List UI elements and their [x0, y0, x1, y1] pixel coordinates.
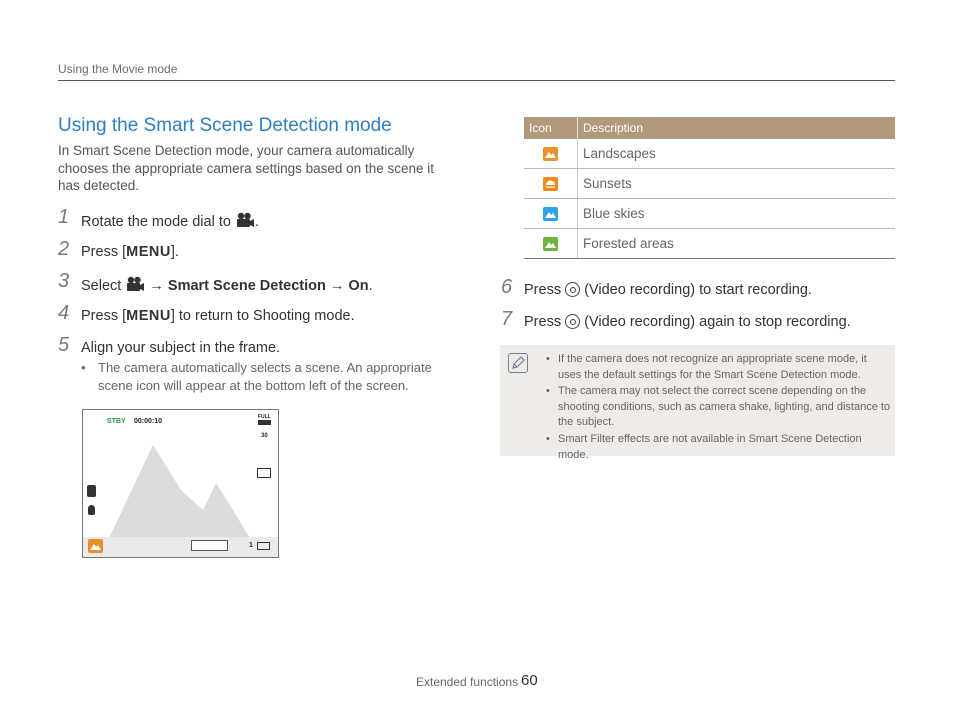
bullet-dot: • — [546, 353, 550, 365]
forest-icon — [543, 237, 558, 251]
step-text-end: ]. — [170, 244, 179, 260]
table-cell-description: Sunsets — [578, 169, 896, 199]
scene-icon-table — [524, 117, 895, 259]
bullet-dot: • — [546, 433, 550, 445]
step-text: Press [ — [81, 244, 127, 260]
sunset-icon — [543, 177, 558, 191]
note-text: If the camera does not recognize an appropriate scene mode, it uses the default settings for the Smart Scene Detection mode. — [558, 353, 867, 381]
menu-option-smart-scene: Smart Scene Detection — [167, 278, 326, 294]
sub-bullet — [81, 359, 441, 395]
table-header-row — [524, 117, 895, 139]
bullet-dot: • — [81, 360, 86, 375]
table-cell-description: Landscapes — [578, 139, 896, 169]
frame-rate: 30 — [261, 433, 268, 439]
shots-remaining: 1 — [249, 542, 253, 549]
recording-time: 00:00:10 — [134, 418, 163, 425]
movie-mode-icon — [235, 212, 255, 233]
blue-sky-icon — [543, 207, 558, 221]
battery-icon — [257, 542, 270, 550]
footer-section-label: Extended functions — [416, 675, 519, 689]
table-row — [524, 169, 895, 199]
step-number: 7 — [501, 308, 513, 330]
intro-paragraph: In Smart Scene Detection mode, your camera automatically chooses the appropriate camera settings based on the scene it has detected. — [58, 143, 434, 193]
standby-indicator: STBY — [107, 418, 126, 425]
step-text-end: ] to return to Shooting mode. — [170, 308, 355, 324]
table-cell-description: Blue skies — [578, 199, 896, 229]
menu-key: MENU — [126, 244, 171, 260]
page-number: 60 — [521, 672, 538, 689]
header-divider — [58, 80, 895, 81]
camera-screen-preview — [82, 409, 279, 558]
step-number: 5 — [58, 334, 70, 356]
record-button-icon — [565, 282, 580, 297]
step-number: 2 — [58, 238, 70, 260]
step-text-end: (Video recording) to start recording. — [584, 282, 812, 298]
step-text: Press — [524, 282, 562, 298]
menu-option-on: On — [348, 278, 369, 294]
bullet-dot: • — [546, 385, 550, 397]
table-cell-description: Forested areas — [578, 229, 896, 259]
table-header-description: Description — [578, 117, 896, 139]
movie-mode-icon — [125, 276, 145, 297]
menu-key: MENU — [126, 308, 171, 324]
note-item — [546, 352, 891, 383]
stabilizer-icon — [87, 485, 96, 497]
resolution-icon — [258, 420, 271, 425]
step-text-end: . — [368, 278, 373, 294]
table-row — [524, 199, 895, 229]
table-row — [524, 229, 895, 259]
header-section-label: Using the Movie mode — [58, 62, 178, 76]
step-number: 1 — [58, 206, 70, 228]
step-number: 6 — [501, 276, 513, 298]
record-button-icon — [565, 314, 580, 329]
metering-icon — [257, 468, 271, 478]
note-pencil-icon — [508, 353, 528, 373]
step-text-end: (Video recording) again to stop recording. — [584, 314, 851, 330]
table-header-icon: Icon — [524, 117, 578, 139]
step-text: Press [ — [81, 308, 127, 324]
step-number: 3 — [58, 270, 70, 292]
landscape-icon — [543, 147, 558, 161]
step-number: 4 — [58, 302, 70, 324]
step-text: Rotate the mode dial to — [81, 214, 231, 230]
step-text: Press — [524, 314, 562, 330]
step-text-end: . — [254, 214, 259, 230]
exposure-scale — [191, 540, 228, 551]
sub-bullet-text: The camera automatically selects a scene. An appropriate scene icon will appear at the bottom left of the screen. — [98, 360, 432, 393]
step-text: Align your subject in the frame. — [81, 340, 281, 356]
mountain-illustration — [83, 410, 278, 557]
note-item — [546, 432, 891, 463]
section-title: Using the Smart Scene Detection mode — [58, 115, 392, 136]
note-text: The camera may not select the correct scene depending on the shooting conditions, such as camera shake, lighting, and distance to the subject. — [558, 385, 891, 428]
table-row — [524, 139, 895, 169]
note-item — [546, 384, 891, 431]
step-text: Select — [81, 278, 122, 294]
microphone-icon — [88, 505, 95, 515]
arrow: → — [325, 278, 349, 294]
resolution-full: FULL — [258, 414, 271, 420]
note-text: Smart Filter effects are not available in Smart Scene Detection mode. — [558, 433, 862, 461]
scene-landscape-icon — [88, 539, 103, 553]
arrow: → — [145, 278, 168, 294]
